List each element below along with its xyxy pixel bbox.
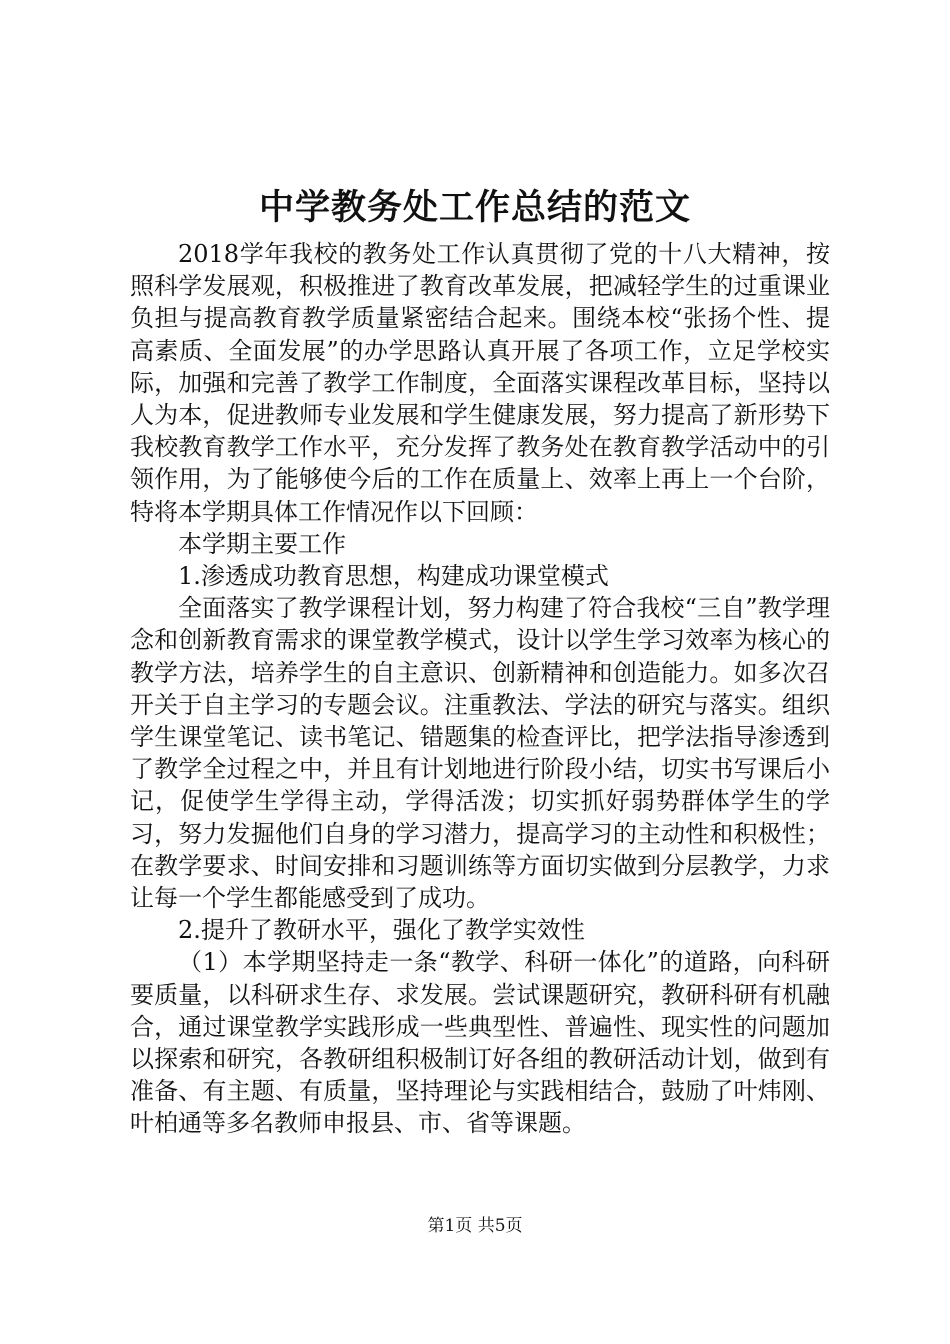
- section-2-paragraph-1: （1）本学期坚持走一条“教学、科研一体化”的道路，向科研要质量，以科研求生存、求发展。尝试课题研究，教研科研有机融合，通过课堂教学实践形成一些典型性、普遍性、现实性的问题加以探索和研究，各教研组积极制订好各组的教研活动计划，做到有准备、有主题、有质量，坚持理论与实践相结合，鼓励了叶炜刚、叶柏通等多名教师申报县、市、省等课题。: [130, 948, 830, 1138]
- section-heading-main-work: 本学期主要工作: [178, 529, 346, 558]
- section-heading-2: 2.提升了教研水平，强化了教学实效性: [178, 916, 585, 945]
- intro-paragraph: 2018学年我校的教务处工作认真贯彻了党的十八大精神，按照科学发展观，积极推进了教育改革发展，把减轻学生的过重课业负担与提高教育教学质量紧密结合起来。围绕本校“张扬个性、提高素质、全面发展”的办学思路认真开展了各项工作，立足学校实际，加强和完善了教学工作制度，全面落实课程改革目标，坚持以人为本，促进教师专业发展和学生健康发展，努力提高了新形势下我校教育教学工作水平，充分发挥了教务处在教育教学活动中的引领作用，为了能够使今后的工作在质量上、效率上再上一个台阶，特将本学期具体工作情况作以下回顾：: [130, 240, 830, 526]
- document-body: [130, 238, 830, 1140]
- document-title: 中学教务处工作总结的范文: [258, 188, 691, 228]
- section-1-paragraph: 全面落实了教学课程计划，努力构建了符合我校“三自”教学理念和创新教育需求的课堂教学模式，设计以学生学习效率为核心的教学方法，培养学生的自主意识、创新精神和创造能力。如多次召开关于自主学习的专题会议。注重教法、学法的研究与落实。组织学生课堂笔记、读书笔记、错题集的检查评比，把学法指导渗透到了教学全过程之中，并且有计划地进行阶段小结，切实书写课后小记，促使学生学得主动，学得活泼；切实抓好弱势群体学生的学习，努力发掘他们自身的学习潜力，提高学习的主动性和积极性；在教学要求、时间安排和习题训练等方面切实做到分层教学，力求让每一个学生都能感受到了成功。: [130, 594, 830, 913]
- page-footer: 第1页 共5页: [427, 1216, 523, 1236]
- section-heading-1: 1.渗透成功教育思想，构建成功课堂模式: [178, 562, 609, 591]
